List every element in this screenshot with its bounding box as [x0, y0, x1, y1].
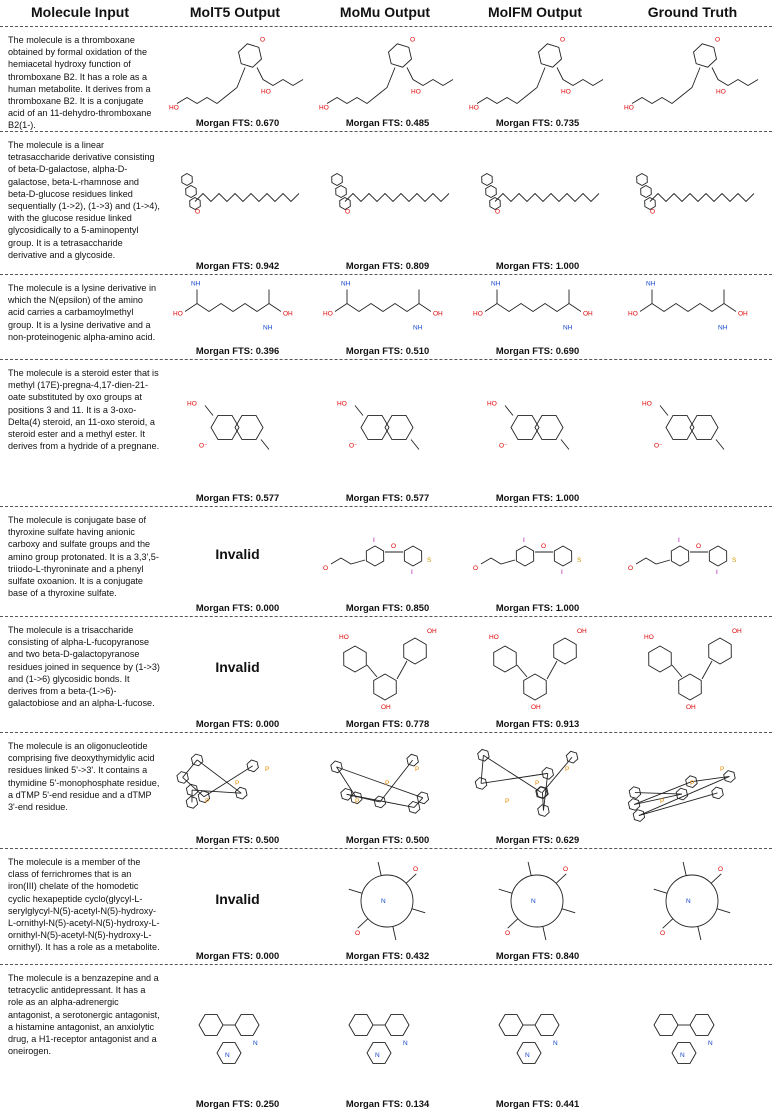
- molecule-description: The molecule is a thromboxane obtained by formal oxidation of the hemiacetal hydroxy function of thromboxane B2. It has a role as a human metabolite. It derives from a thromboxane B2. It is a conjugate acid of an 11-dehydro-thromboxane B2(1-).: [8, 35, 152, 131]
- momu-cell: [315, 734, 460, 850]
- atom-label: O: [195, 208, 201, 216]
- morgan-fts-score: [465, 260, 610, 271]
- row-divider: [0, 848, 772, 849]
- morgan-fts-score: [315, 602, 460, 613]
- morgan-fts-score: [315, 950, 460, 961]
- score-value: 0.735: [555, 117, 580, 128]
- molecule-structure: [165, 738, 310, 832]
- score-value: 0.134: [405, 1098, 430, 1109]
- atom-label: HO: [644, 634, 654, 641]
- atom-label: O: [473, 565, 479, 572]
- score-prefix: Morgan FTS:: [195, 602, 254, 613]
- molecule-structure: [165, 365, 310, 490]
- score-value: 0.000: [255, 950, 280, 961]
- invalid-label: Invalid: [215, 891, 260, 907]
- score-prefix: Morgan FTS:: [195, 260, 254, 271]
- molt5-cell: [165, 618, 310, 734]
- ground-truth-cell: [620, 734, 765, 850]
- atom-label: N: [225, 1052, 230, 1059]
- atom-label: HO: [319, 104, 329, 112]
- header-molecule-input: Molecule Input: [31, 4, 129, 20]
- atom-label: N: [553, 1040, 558, 1047]
- atom-label: P: [235, 780, 240, 787]
- score-value: 1.000: [555, 260, 580, 271]
- molecule-structure: [465, 970, 610, 1096]
- atom-label: O: [718, 866, 724, 873]
- row-divider: [0, 26, 772, 27]
- atom-label: I: [523, 537, 525, 544]
- score-value: 0.629: [555, 834, 580, 845]
- row-divider: [0, 732, 772, 733]
- header-molt5-output: MolT5 Output: [189, 4, 281, 20]
- atom-label: HO: [339, 634, 349, 641]
- momu-cell: [315, 28, 460, 133]
- momu-cell: [315, 133, 460, 276]
- molfm-cell: [465, 361, 610, 508]
- molecule-structure: [465, 738, 610, 832]
- table-header: [0, 0, 772, 26]
- table-row: [0, 28, 772, 133]
- molecule-structure: [165, 970, 310, 1096]
- molt5-cell: [165, 133, 310, 276]
- score-prefix: Morgan FTS:: [345, 492, 404, 503]
- score-prefix: Morgan FTS:: [345, 718, 404, 729]
- atom-label: P: [205, 798, 210, 805]
- atom-label: OH: [531, 704, 541, 711]
- molecule-description: The molecule is an oligonucleotide comprising five deoxythymidylic acid residues linked 5'->3'. It contains a thymidine 5'-monophosphate residue, a dTMP 5'-end residue and a dTMP 3'-end residue.: [8, 741, 160, 813]
- atom-label: P: [385, 780, 390, 787]
- morgan-fts-score: [165, 1098, 310, 1109]
- molfm-cell: [465, 133, 610, 276]
- score-value: 1.000: [555, 602, 580, 613]
- score-prefix: Morgan FTS:: [195, 117, 254, 128]
- morgan-fts-score: [465, 1098, 610, 1109]
- atom-label: O: [355, 930, 361, 937]
- score-prefix: Morgan FTS:: [495, 950, 554, 961]
- atom-label: S: [427, 557, 432, 564]
- atom-label: HO: [489, 634, 499, 641]
- morgan-fts-score: [315, 260, 460, 271]
- score-prefix: Morgan FTS:: [195, 950, 254, 961]
- molt5-cell: [165, 361, 310, 508]
- score-value: 0.000: [255, 602, 280, 613]
- score-prefix: Morgan FTS:: [495, 492, 554, 503]
- atom-label: O: [410, 36, 416, 44]
- momu-cell: [315, 618, 460, 734]
- atom-label: HO: [323, 310, 333, 318]
- morgan-fts-score: [465, 834, 610, 845]
- molecule-structure: [315, 365, 460, 490]
- row-divider: [0, 274, 772, 275]
- molfm-cell: [465, 618, 610, 734]
- table-row: [0, 734, 772, 850]
- score-prefix: Morgan FTS:: [195, 492, 254, 503]
- atom-label: OH: [732, 628, 742, 635]
- atom-label: N: [253, 1040, 258, 1047]
- molt5-cell: [165, 508, 310, 618]
- atom-label: O: [505, 930, 511, 937]
- row-divider: [0, 616, 772, 617]
- score-value: 0.500: [255, 834, 280, 845]
- ground-truth-cell: [620, 508, 765, 618]
- score-prefix: Morgan FTS:: [345, 950, 404, 961]
- score-value: 0.250: [255, 1098, 280, 1109]
- atom-label: OH: [283, 310, 293, 318]
- atom-label: HO: [169, 104, 179, 112]
- atom-label: O: [628, 565, 634, 572]
- atom-label: HO: [624, 104, 634, 112]
- molecule-structure: [620, 137, 765, 258]
- atom-label: O: [391, 543, 397, 550]
- atom-label: P: [660, 798, 665, 805]
- molecule-description: The molecule is a linear tetrasaccharide derivative consisting of beta-D-galactose, alpha-D-galactose, beta-L-rhamnose and beta-D-glucose residues linked sequentially (1->2), (1->3) and (1->4), with the glucose residue linked glycosidically to a 5-aminopentyl group. It is a tetrasaccharide derivative and a glycoside.: [8, 140, 160, 260]
- row-divider: [0, 506, 772, 507]
- molecule-structure: [315, 137, 460, 258]
- atom-label: P: [720, 766, 725, 773]
- momu-cell: [315, 850, 460, 966]
- atom-label: OH: [686, 704, 696, 711]
- atom-label: O: [323, 565, 329, 572]
- molfm-cell: [465, 966, 610, 1114]
- score-prefix: Morgan FTS:: [495, 602, 554, 613]
- score-value: 0.670: [255, 117, 280, 128]
- molfm-cell: [465, 850, 610, 966]
- molecule-structure: [465, 280, 610, 343]
- morgan-fts-score: [165, 602, 310, 613]
- molt5-cell: [165, 734, 310, 850]
- score-prefix: Morgan FTS:: [195, 718, 254, 729]
- molecule-structure: [465, 512, 610, 600]
- score-prefix: Morgan FTS:: [495, 1098, 554, 1109]
- atom-label: I: [373, 537, 375, 544]
- atom-label: O: [715, 36, 721, 44]
- score-value: 0.913: [555, 718, 580, 729]
- morgan-fts-score: [465, 950, 610, 961]
- score-prefix: Morgan FTS:: [345, 117, 404, 128]
- score-value: 0.396: [255, 345, 280, 356]
- score-prefix: Morgan FTS:: [495, 834, 554, 845]
- row-divider: [0, 964, 772, 965]
- atom-label: O: [413, 866, 419, 873]
- molecule-structure: [315, 280, 460, 343]
- atom-label: OH: [427, 628, 437, 635]
- score-prefix: Morgan FTS:: [345, 345, 404, 356]
- atom-label: NH: [491, 280, 501, 288]
- header-momu-output: MoMu Output: [339, 4, 431, 20]
- score-prefix: Morgan FTS:: [195, 345, 254, 356]
- score-value: 0.778: [405, 718, 430, 729]
- atom-label: S: [732, 557, 737, 564]
- molt5-cell: [165, 966, 310, 1114]
- atom-label: N: [375, 1052, 380, 1059]
- atom-label: N: [525, 1052, 530, 1059]
- momu-cell: [315, 966, 460, 1114]
- atom-label: O⁻: [199, 442, 208, 450]
- atom-label: O: [260, 36, 266, 44]
- score-value: 0.485: [405, 117, 430, 128]
- molecule-structure: [620, 32, 765, 115]
- atom-label: S: [577, 557, 582, 564]
- score-value: 0.942: [255, 260, 280, 271]
- molecule-structure: [465, 137, 610, 258]
- table-row: [0, 361, 772, 508]
- table-row: [0, 133, 772, 276]
- atom-label: N: [381, 898, 386, 905]
- morgan-fts-score: [165, 345, 310, 356]
- molecule-structure: [620, 854, 765, 948]
- molecule-structure: [465, 622, 610, 716]
- atom-label: O: [696, 543, 702, 550]
- atom-label: N: [680, 1052, 685, 1059]
- morgan-fts-score: [465, 117, 610, 128]
- ground-truth-cell: [620, 966, 765, 1114]
- score-prefix: Morgan FTS:: [195, 834, 254, 845]
- score-prefix: Morgan FTS:: [495, 345, 554, 356]
- ground-truth-cell: [620, 850, 765, 966]
- molecule-description: The molecule is conjugate base of thyroxine sulfate having anionic carboxy and sulfate groups and the amino group protonated. It is a 3,3',5-triiodo-L-thyroninate and a phenyl sulfate oxoanion. It is a conjugate base of a thyroxine sulfate.: [8, 515, 159, 599]
- invalid-label: Invalid: [215, 546, 260, 562]
- row-divider: [0, 359, 772, 360]
- atom-label: P: [355, 798, 360, 805]
- atom-label: N: [686, 898, 691, 905]
- molecule-structure: [315, 970, 460, 1096]
- ground-truth-cell: [620, 133, 765, 276]
- atom-label: HO: [411, 88, 421, 96]
- atom-label: O: [345, 208, 351, 216]
- ground-truth-cell: [620, 276, 765, 361]
- morgan-fts-score: [315, 117, 460, 128]
- molecule-structure: [165, 32, 310, 115]
- morgan-fts-score: [465, 492, 610, 503]
- molecule-structure: [465, 32, 610, 115]
- atom-label: I: [561, 569, 563, 576]
- momu-cell: [315, 361, 460, 508]
- atom-label: O: [541, 543, 547, 550]
- atom-label: HO: [716, 88, 726, 96]
- atom-label: HO: [337, 400, 347, 408]
- atom-label: NH: [191, 280, 201, 288]
- score-prefix: Morgan FTS:: [345, 1098, 404, 1109]
- molecule-structure: [620, 512, 765, 600]
- atom-label: P: [690, 780, 695, 787]
- atom-label: HO: [469, 104, 479, 112]
- table-row: [0, 850, 772, 966]
- molecule-description: The molecule is a benzazepine and a tetracyclic antidepressant. It has a role as an alpha-adrenergic antagonist, a serotonergic antagonist, a histamine antagonist, an anxiolytic drug, a H1-receptor antagonist and a oneirogen.: [8, 973, 160, 1057]
- atom-label: NH: [646, 280, 656, 288]
- score-prefix: Morgan FTS:: [495, 718, 554, 729]
- atom-label: OH: [738, 310, 748, 318]
- score-value: 0.690: [555, 345, 580, 356]
- morgan-fts-score: [165, 260, 310, 271]
- molt5-cell: [165, 28, 310, 133]
- score-prefix: Morgan FTS:: [495, 117, 554, 128]
- molecule-structure: [315, 512, 460, 600]
- row-divider: [0, 131, 772, 132]
- atom-label: O⁻: [654, 442, 663, 450]
- molecule-structure: [620, 970, 765, 1096]
- score-value: 0.441: [555, 1098, 580, 1109]
- molecule-structure: [315, 854, 460, 948]
- molfm-cell: [465, 276, 610, 361]
- score-value: 0.577: [405, 492, 430, 503]
- header-molfm-output: MolFM Output: [487, 4, 583, 20]
- atom-label: HO: [561, 88, 571, 96]
- molecule-structure: [620, 738, 765, 832]
- molfm-cell: [465, 508, 610, 618]
- atom-label: O⁻: [499, 442, 508, 450]
- momu-cell: [315, 508, 460, 618]
- molecule-structure: [165, 280, 310, 343]
- atom-label: N: [708, 1040, 713, 1047]
- atom-label: O: [495, 208, 501, 216]
- atom-label: P: [505, 798, 510, 805]
- molecule-structure: [620, 365, 765, 490]
- score-value: 0.000: [255, 718, 280, 729]
- morgan-fts-score: [315, 718, 460, 729]
- header-ground-truth: Ground Truth: [647, 4, 738, 20]
- atom-label: P: [535, 780, 540, 787]
- atom-label: O: [563, 866, 569, 873]
- atom-label: HO: [487, 400, 497, 408]
- molecule-structure: [465, 365, 610, 490]
- molecule-description: The molecule is a steroid ester that is methyl (17E)-pregna-4,17-dien-21-oate substituted by oxo groups at positions 3 and 11. It is a 3-oxo-Delta(4) steroid, an 11-oxo steroid, a steroid ester and a methyl ester. It derives from a hydride of a pregnane.: [8, 368, 160, 452]
- score-value: 0.432: [405, 950, 430, 961]
- atom-label: O: [560, 36, 566, 44]
- score-prefix: Morgan FTS:: [495, 260, 554, 271]
- ground-truth-cell: [620, 618, 765, 734]
- morgan-fts-score: [165, 718, 310, 729]
- atom-label: I: [678, 537, 680, 544]
- score-value: 0.510: [405, 345, 430, 356]
- morgan-fts-score: [315, 492, 460, 503]
- atom-label: NH: [263, 324, 273, 332]
- molecule-structure: [465, 854, 610, 948]
- score-prefix: Morgan FTS:: [195, 1098, 254, 1109]
- atom-label: HO: [473, 310, 483, 318]
- momu-cell: [315, 276, 460, 361]
- atom-label: P: [265, 766, 270, 773]
- molecule-structure: [315, 622, 460, 716]
- atom-label: P: [415, 766, 420, 773]
- molfm-cell: [465, 734, 610, 850]
- atom-label: NH: [413, 324, 423, 332]
- invalid-label: Invalid: [215, 659, 260, 675]
- table-row: [0, 508, 772, 618]
- score-value: 0.809: [405, 260, 430, 271]
- morgan-fts-score: [465, 718, 610, 729]
- score-prefix: Morgan FTS:: [345, 834, 404, 845]
- table-row: [0, 276, 772, 361]
- atom-label: HO: [173, 310, 183, 318]
- atom-label: O: [660, 930, 666, 937]
- score-value: 0.840: [555, 950, 580, 961]
- molfm-cell: [465, 28, 610, 133]
- molecule-structure: [620, 622, 765, 716]
- atom-label: OH: [577, 628, 587, 635]
- morgan-fts-score: [315, 1098, 460, 1109]
- ground-truth-cell: [620, 28, 765, 133]
- score-prefix: Morgan FTS:: [345, 260, 404, 271]
- table-row: [0, 966, 772, 1114]
- score-value: 0.577: [255, 492, 280, 503]
- morgan-fts-score: [165, 950, 310, 961]
- atom-label: NH: [718, 324, 728, 332]
- atom-label: HO: [628, 310, 638, 318]
- atom-label: O: [650, 208, 656, 216]
- molt5-cell: [165, 276, 310, 361]
- table-row: [0, 618, 772, 734]
- morgan-fts-score: [465, 602, 610, 613]
- molecule-description: The molecule is a lysine derivative in which the N(epsilon) of the amino acid carries a carbamoylmethyl group. It is a lysine derivative and a non-proteinogenic alpha-amino acid.: [8, 283, 157, 342]
- atom-label: OH: [433, 310, 443, 318]
- molecule-structure: [315, 32, 460, 115]
- morgan-fts-score: [165, 492, 310, 503]
- atom-label: P: [565, 766, 570, 773]
- atom-label: HO: [642, 400, 652, 408]
- molt5-cell: [165, 850, 310, 966]
- molecule-structure: [315, 738, 460, 832]
- morgan-fts-score: [315, 345, 460, 356]
- atom-label: OH: [583, 310, 593, 318]
- molecule-description: The molecule is a member of the class of ferrichromes that is an iron(III) chelate of the homodetic cyclic hexapeptide cyclo(glycyl-L-serylglycyl-N(5)-acetyl-N(5)-hydroxy-L-ornithyl-N(5)-acetyl-N(5)-hydroxy-L-ornithyl-N(5)-acetyl-N(5)-hydroxy-L-ornithyl). It has a role as a metabolite.: [8, 857, 160, 953]
- morgan-fts-score: [465, 345, 610, 356]
- atom-label: O⁻: [349, 442, 358, 450]
- score-value: 1.000: [555, 492, 580, 503]
- morgan-fts-score: [165, 117, 310, 128]
- ground-truth-cell: [620, 361, 765, 508]
- atom-label: I: [716, 569, 718, 576]
- score-prefix: Morgan FTS:: [345, 602, 404, 613]
- score-value: 0.500: [405, 834, 430, 845]
- atom-label: I: [411, 569, 413, 576]
- atom-label: NH: [563, 324, 573, 332]
- molecule-structure: [620, 280, 765, 343]
- atom-label: N: [403, 1040, 408, 1047]
- score-value: 0.850: [405, 602, 430, 613]
- molecule-structure: [165, 137, 310, 258]
- atom-label: N: [531, 898, 536, 905]
- atom-label: HO: [187, 400, 197, 408]
- morgan-fts-score: [165, 834, 310, 845]
- morgan-fts-score: [315, 834, 460, 845]
- atom-label: NH: [341, 280, 351, 288]
- atom-label: HO: [261, 88, 271, 96]
- atom-label: OH: [381, 704, 391, 711]
- molecule-description: The molecule is a trisaccharide consisting of alpha-L-fucopyranose and two beta-D-galactopyranose residues joined in sequence by (1->3) and (1->6) glycosidic bonds. It derives from a beta-(1->6)-galactobiose and an alpha-L-fucose.: [8, 625, 160, 709]
